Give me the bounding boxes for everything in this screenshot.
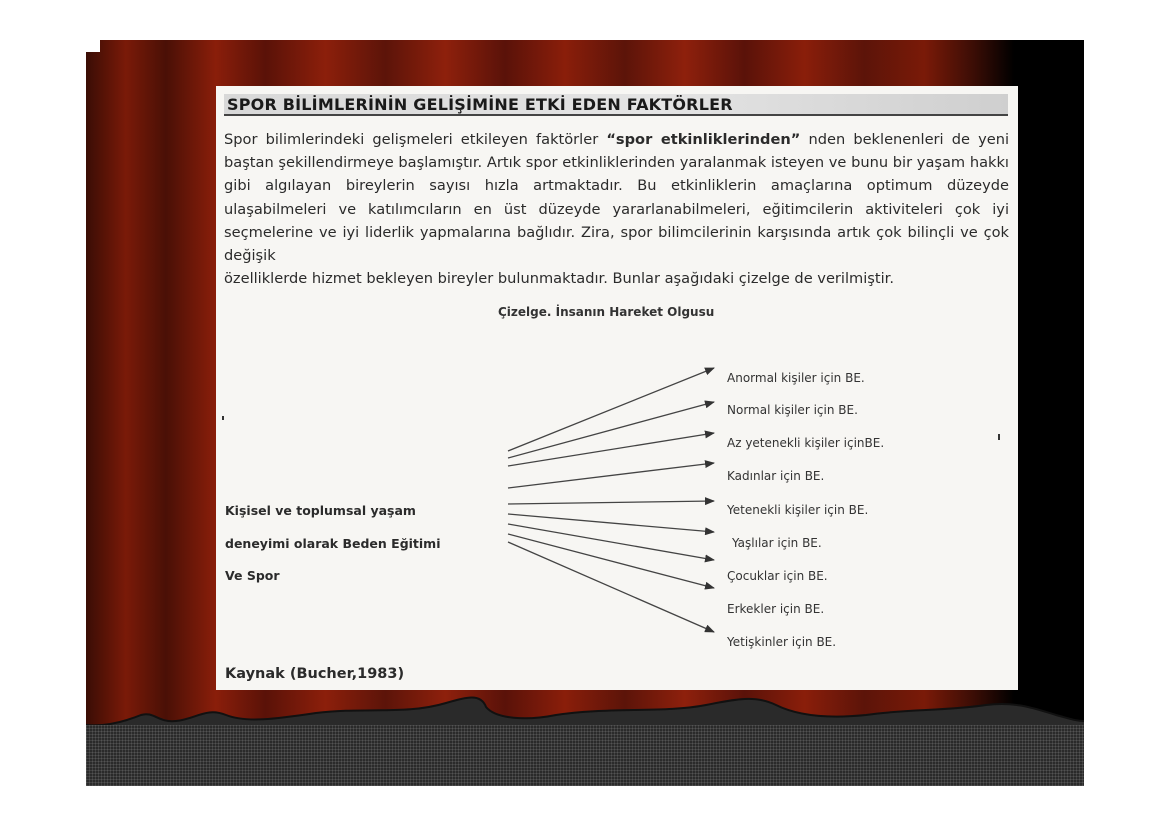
target-label-9: Yetişkinler için BE.: [727, 635, 837, 649]
target-label-4: Kadınlar için BE.: [727, 469, 825, 483]
target-label-6: Yaşlılar için BE.: [732, 536, 822, 550]
paragraph-rest: nden beklenenleri de yeni baştan şekillendirmeye başlamıştır. Artık spor etkinliklerinden yaralanmak isteyen ve bunu bir yaşam hakkı gibi algılayan bireylerin sayısı hızla artmaktadır. Bu etkinliklerin amaçlarına optimum düzeyde ulaşabilmeleri ve katılımcıların en üst düzeyde yararlanabilmeleri, eğitimcilerin aktiviteleri çok iyi seçmelerine ve iyi liderlik yapmalarına bağlıdır. Zira, spor bilimcilerinin karşısında artık çok bilinçli ve çok değişik: [224, 131, 1010, 265]
source-citation: Kaynak (Bucher,1983): [225, 666, 405, 682]
target-label-3: Az yetenekli kişiler içinBE.: [727, 436, 885, 450]
target-label-2: Normal kişiler için BE.: [727, 403, 858, 417]
arrow-5: [508, 501, 714, 504]
paragraph-start: Spor bilimlerindeki gelişmeleri etkileyen faktörler: [224, 131, 607, 148]
target-label-8: Erkekler için BE.: [727, 602, 825, 616]
diagram-arrows: [216, 86, 1018, 690]
backdrop-corner: [86, 40, 100, 52]
diagram-source-line-2: deneyimi olarak Beden Eğitimi: [225, 536, 441, 551]
scan-speck: [998, 434, 1000, 440]
scan-speck: [222, 416, 224, 420]
arrow-4: [508, 463, 714, 488]
arrow-9: [508, 542, 714, 632]
slide-content: [216, 86, 1018, 690]
target-label-5: Yetenekli kişiler için BE.: [727, 503, 869, 517]
diagram-source-line-1: Kişisel ve toplumsal yaşam: [225, 503, 416, 518]
stage-floor: [86, 725, 1084, 786]
paragraph-last-line: özelliklerde hizmet bekleyen bireyler bulunmaktadır. Bunlar aşağıdaki çizelge de verilmiştir.: [224, 270, 894, 287]
paragraph-emphasis: “spor etkinliklerinden”: [606, 131, 801, 148]
target-label-7: Çocuklar için BE.: [727, 569, 828, 583]
page-title: SPOR BİLİMLERİNİN GELİŞİMİNE ETKİ EDEN FAKTÖRLER: [224, 94, 1008, 116]
diagram-caption: Çizelge. İnsanın Hareket Olgusu: [498, 305, 715, 319]
diagram-source-line-3: Ve Spor: [225, 568, 280, 583]
target-label-1: Anormal kişiler için BE.: [727, 371, 865, 385]
